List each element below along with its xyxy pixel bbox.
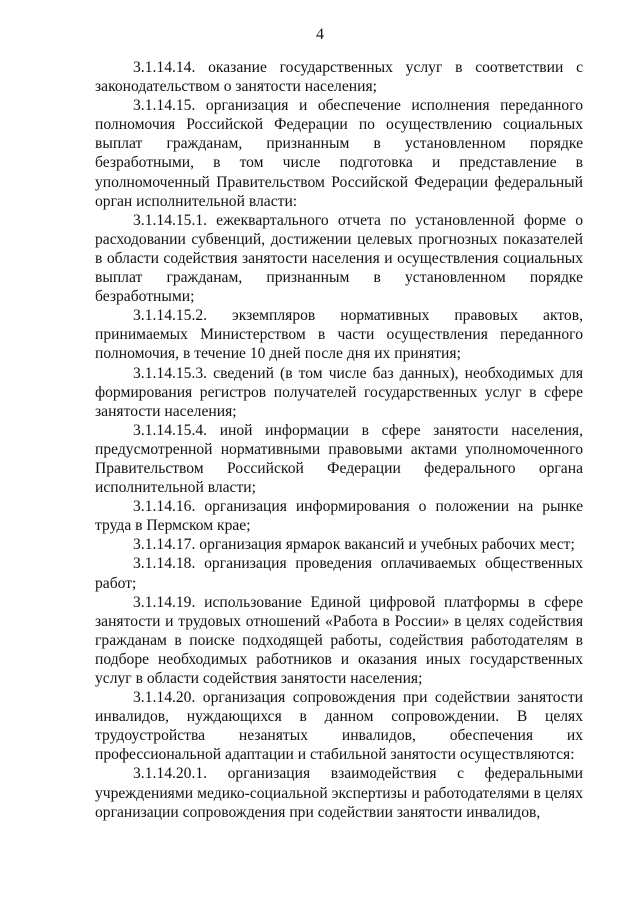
- page-number: 4: [316, 26, 324, 43]
- paragraph-3-1-14-19: 3.1.14.19. использование Единой цифровой платформы в сфере занятости и трудовых отношений «Работа в России» в целях содействия гражданам в поиске подходящей работы, содействия работодателям в подборе необходимых работников и оказания иных государственных услуг в области содействия занятости населения;: [95, 593, 583, 687]
- paragraph-3-1-14-15-2: 3.1.14.15.2. экземпляров нормативных правовых актов, принимаемых Министерством в части осуществления переданного полномочия, в течение 10 дней после дня их принятия;: [95, 307, 583, 363]
- paragraph-3-1-14-18: 3.1.14.18. организация проведения оплачиваемых общественных работ;: [95, 555, 583, 592]
- paragraph-3-1-14-15-1: 3.1.14.15.1. ежеквартального отчета по установленной форме о расходовании субвенций, достижении целевых прогнозных показателей в области содействия занятости населения и осуществления социальных выплат гражданам, признанным в установленном порядке безработными;: [95, 211, 583, 306]
- paragraph-3-1-14-20-1: 3.1.14.20.1. организация взаимодействия с федеральными учреждениями медико-социальной экспертизы и работодателями в целях организации сопровождения при содействии занятости инвалидов,: [95, 765, 583, 821]
- paragraph-3-1-14-15-3: 3.1.14.15.3. сведений (в том числе баз данных), необходимых для формирования регистров получателей государственных услуг в сфере занятости населения;: [95, 364, 583, 420]
- paragraph-3-1-14-20: 3.1.14.20. организация сопровождения при содействии занятости инвалидов, нуждающихся в данном сопровождении. В целях трудоустройства незанятых инвалидов, обеспечения их профессиональной адаптации и стабильной занятости осуществляются:: [95, 689, 583, 764]
- paragraph-3-1-14-15: 3.1.14.15. организация и обеспечение исполнения переданного полномочия Российской Федерации по осуществлению социальных выплат гражданам, признанным в установленном порядке безработными, в том числе подготовка и представление в уполномоченный Правительством Российской Федерации федеральный орган исполнительной власти:: [95, 97, 583, 210]
- paragraph-3-1-14-14: 3.1.14.14. оказание государственных услуг в соответствии с законодательством о занятости населения;: [95, 59, 583, 96]
- paragraph-3-1-14-15-4: 3.1.14.15.4. иной информации в сфере занятости населения, предусмотренной нормативными правовыми актами уполномоченного Правительством Российской Федерации федерального органа исполнительной власти;: [95, 421, 583, 497]
- paragraph-3-1-14-17: 3.1.14.17. организация ярмарок вакансий и учебных рабочих мест;: [133, 536, 575, 554]
- document-body: [95, 58, 583, 822]
- paragraph-3-1-14-16: 3.1.14.16. организация информирования о положении на рынке труда в Пермском крае;: [95, 498, 583, 535]
